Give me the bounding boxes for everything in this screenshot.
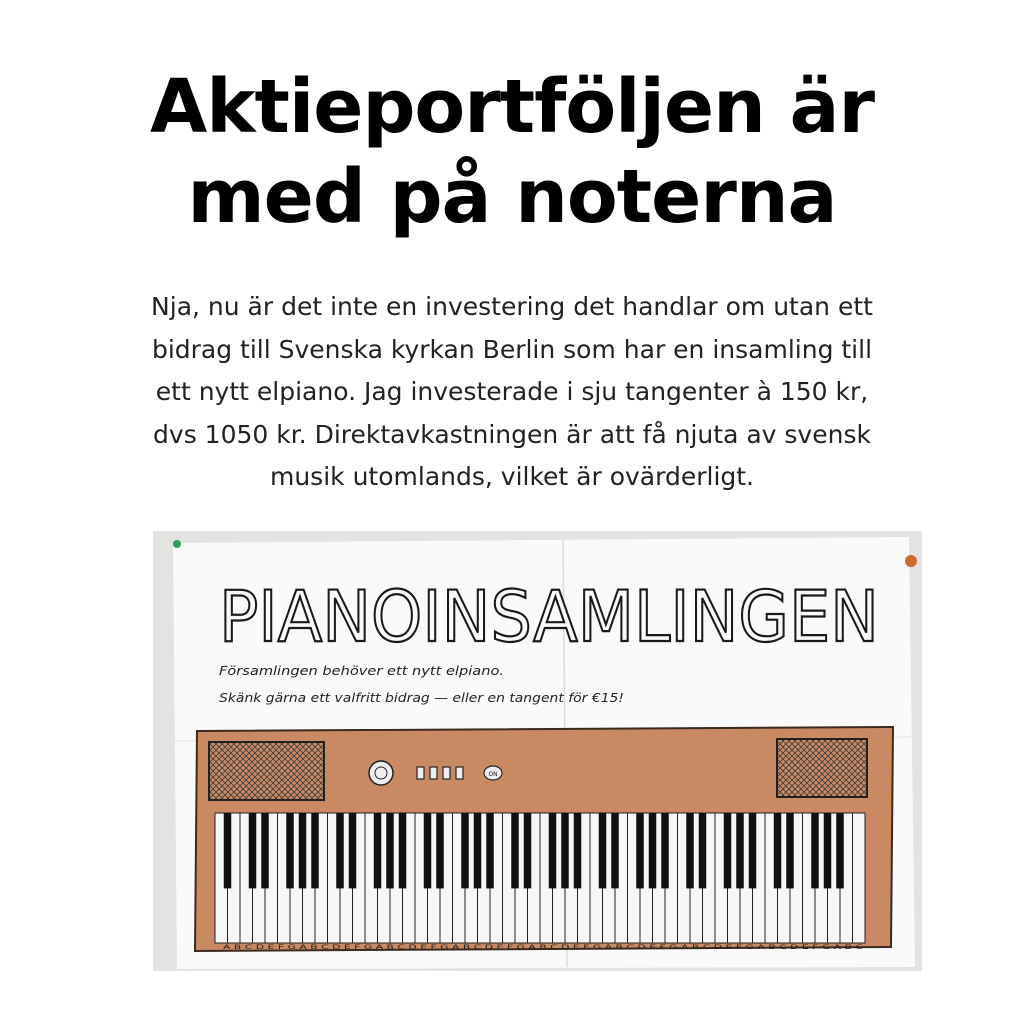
black-key <box>386 813 394 888</box>
poster-line-1: Församlingen behöver ett nytt elpiano. <box>219 663 504 678</box>
black-key <box>836 813 844 888</box>
poster-line-2: Skänk gärna ett valfritt bidrag — eller en tangent för €15! <box>219 690 624 705</box>
black-key <box>549 813 557 888</box>
preset-button <box>443 767 450 779</box>
black-key <box>786 813 794 888</box>
black-key <box>824 813 832 888</box>
black-key <box>336 813 344 888</box>
black-key <box>399 813 407 888</box>
black-key <box>249 813 257 888</box>
black-key <box>611 813 619 888</box>
black-key <box>436 813 444 888</box>
black-key <box>511 813 519 888</box>
keyboard <box>215 813 865 943</box>
black-key <box>524 813 532 888</box>
body-line-3: ett nytt elpiano. Jag investerade i sju tangenter à 150 kr, <box>155 377 869 406</box>
speaker-right <box>777 739 867 797</box>
body-line-5: musik utomlands, vilket är ovärderligt. <box>269 462 755 491</box>
black-key <box>749 813 757 888</box>
black-key <box>561 813 569 888</box>
headline-line-2: med på noterna <box>187 154 837 240</box>
poster-photo <box>153 531 922 971</box>
body-line-2: bidrag till Svenska kyrkan Berlin som har en insamling till <box>151 334 873 364</box>
preset-button <box>417 767 424 779</box>
body-line-1: Nja, nu är det inte en investering det handlar om utan ett <box>151 292 873 321</box>
pin-icon <box>173 540 181 548</box>
black-key <box>574 813 582 888</box>
black-key <box>661 813 669 888</box>
black-key <box>636 813 644 888</box>
black-key <box>736 813 744 888</box>
pin-icon <box>905 555 917 567</box>
note-letters: A B C D E F G A B C D E F G A B C D E F G A B C D E F G A B C D E F G A B C D E F G A B C D E F G A B C D E F G A B C <box>223 943 864 951</box>
black-key <box>374 813 382 888</box>
preset-button <box>456 767 463 779</box>
black-key <box>349 813 357 888</box>
black-key <box>311 813 319 888</box>
black-key <box>811 813 819 888</box>
black-key <box>486 813 494 888</box>
headline <box>0 62 1024 242</box>
volume-knob-icon <box>369 761 393 785</box>
black-key <box>699 813 707 888</box>
black-key <box>474 813 482 888</box>
black-key <box>461 813 469 888</box>
black-key <box>224 813 232 888</box>
poster-title: PIANOINSAMLINGEN <box>219 576 879 658</box>
headline-line-1: Aktieportföljen är <box>150 64 874 150</box>
black-key <box>286 813 294 888</box>
black-key <box>724 813 732 888</box>
black-key <box>261 813 269 888</box>
black-key <box>686 813 694 888</box>
black-key <box>599 813 607 888</box>
power-button-label: ON <box>488 771 498 778</box>
black-key <box>649 813 657 888</box>
preset-button <box>430 767 437 779</box>
body-paragraph <box>90 286 934 499</box>
black-key <box>424 813 432 888</box>
speaker-left <box>209 742 324 800</box>
white-key <box>853 813 866 943</box>
black-key <box>774 813 782 888</box>
black-key <box>299 813 307 888</box>
body-line-4: dvs 1050 kr. Direktavkastningen är att få njuta av svensk <box>153 419 871 449</box>
